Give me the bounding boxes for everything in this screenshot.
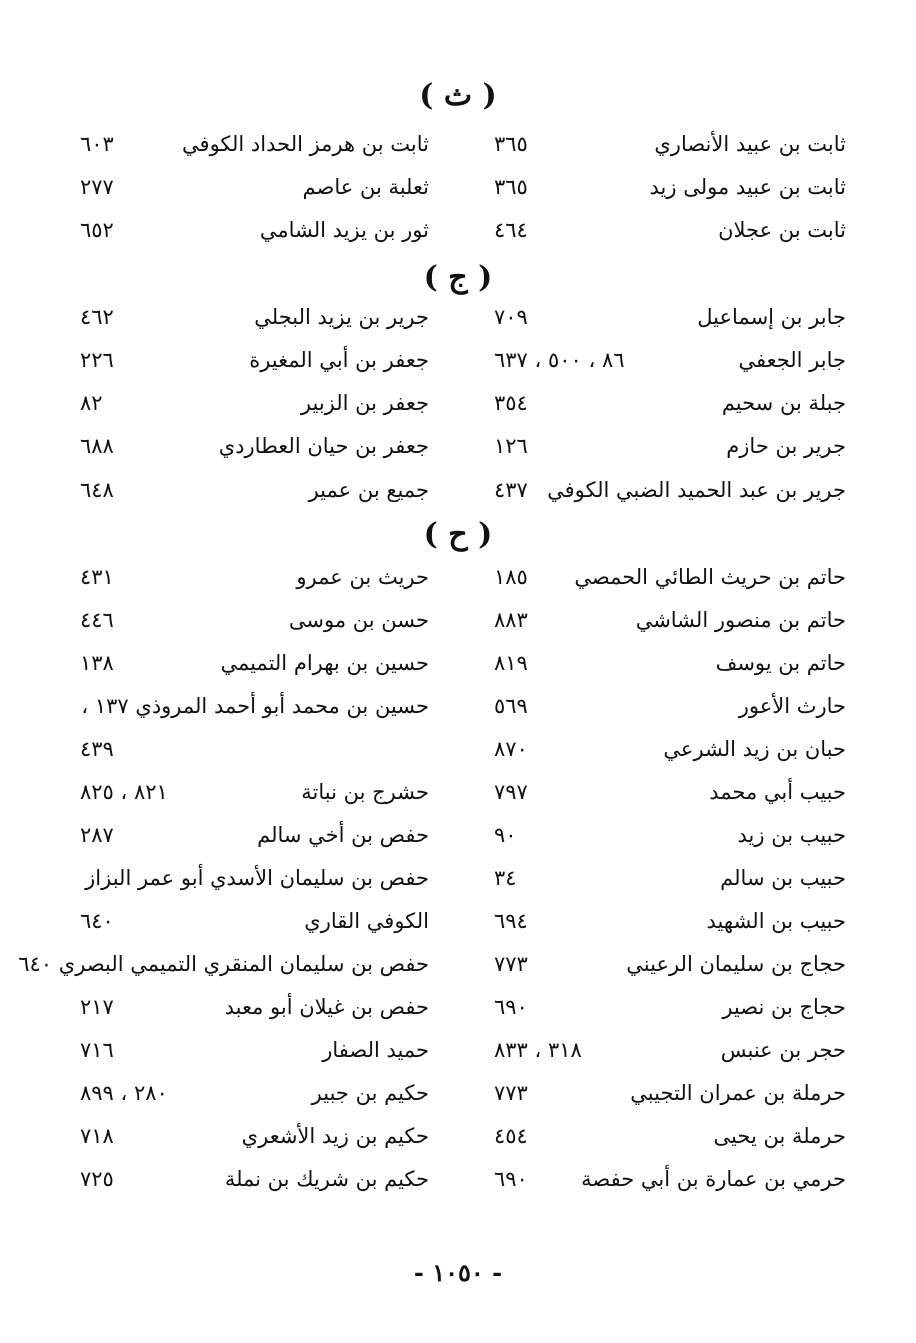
entry-pages: ٣٦٥ <box>494 132 528 156</box>
entry-pages: ٤٤٦ <box>80 608 114 632</box>
entry-name: جرير بن حازم <box>726 434 846 458</box>
index-row <box>0 170 916 204</box>
entry-pages: ٦٩٠ <box>494 1167 528 1191</box>
entry-name: جعفر بن الزبير <box>300 391 429 415</box>
index-row <box>0 429 916 463</box>
entry-pages: ٧٧٣ <box>494 1081 528 1105</box>
entry-name: الكوفي القاري <box>304 909 429 933</box>
entry-name: حرملة بن يحيى <box>713 1124 846 1148</box>
entry-name: حفص بن غيلان أبو معبد <box>224 995 429 1019</box>
entry-pages: ١٢٦ <box>494 434 528 458</box>
entry-pages: ٣٤ <box>494 866 517 890</box>
entry-name: ثابت بن عبيد مولى زيد <box>649 175 846 199</box>
entry-name: حجر بن عنبس <box>720 1038 846 1062</box>
index-row <box>0 904 916 938</box>
entry-pages: ٤٣٩ <box>80 737 114 761</box>
index-row <box>0 603 916 637</box>
entry-name: حبيب بن زيد <box>737 823 846 847</box>
entry-name: جميع بن عمير <box>308 478 429 502</box>
index-row <box>0 1162 916 1196</box>
entry-name: جعفر بن أبي المغيرة <box>249 348 429 372</box>
index-row <box>0 861 916 895</box>
entry-pages: ٤٣١ <box>80 565 114 589</box>
index-row <box>0 818 916 852</box>
entry-name: حبان بن زيد الشرعي <box>663 737 846 761</box>
entry-name: حجاج بن نصير <box>722 995 846 1019</box>
entry-name: حاتم بن منصور الشاشي <box>635 608 846 632</box>
entry-name: حجاج بن سليمان الرعيني <box>626 952 846 976</box>
entry-name: حريث بن عمرو <box>296 565 429 589</box>
entry-name: حسين بن بهرام التميمي <box>220 651 429 675</box>
entry-pages: ٣٥٤ <box>494 391 528 415</box>
entry-name: جرير بن يزيد البجلي <box>254 305 429 329</box>
entry-pages: ٧٠٩ <box>494 305 528 329</box>
entry-pages: ٢١٧ <box>80 995 114 1019</box>
entry-pages: ٦٥٢ <box>80 218 114 242</box>
entry-pages: ٢٨٠ ، ٨٩٩ <box>80 1081 168 1105</box>
index-row <box>0 775 916 809</box>
entry-pages: ٨٧٠ <box>494 737 528 761</box>
entry-name: حكيم بن شريك بن نملة <box>224 1167 429 1191</box>
entry-name: حبيب بن الشهيد <box>706 909 846 933</box>
index-row <box>0 1033 916 1067</box>
entry-name: حسين بن محمد أبو أحمد المروذي ١٣٧ ، <box>81 694 429 718</box>
index-row <box>0 1119 916 1153</box>
section-heading-jim: ( ج ) <box>423 260 493 295</box>
entry-name: حشرج بن نباتة <box>301 780 429 804</box>
entry-pages: ٤٥٤ <box>494 1124 528 1148</box>
entry-pages: ٤٣٧ <box>494 478 528 502</box>
entry-pages: ٣٦٥ <box>494 175 528 199</box>
entry-pages: ١٨٥ <box>494 565 528 589</box>
entry-pages: ٧١٦ <box>80 1038 114 1062</box>
entry-pages: ٨٢١ ، ٨٢٥ <box>80 780 168 804</box>
entry-pages: ٧٧٣ <box>494 952 528 976</box>
entry-pages: ٦٨٨ <box>80 434 114 458</box>
entry-pages: ٨٢ <box>80 391 103 415</box>
index-row <box>0 947 916 981</box>
entry-name: حرملة بن عمران التجيبي <box>630 1081 846 1105</box>
entry-name: جابر بن إسماعيل <box>697 305 846 329</box>
entry-pages: ٨١٩ <box>494 651 528 675</box>
index-row <box>0 1076 916 1110</box>
entry-pages: ٦٩٤ <box>494 909 528 933</box>
entry-pages: ٣١٨ ، ٨٣٣ <box>494 1038 582 1062</box>
entry-name: حبيب أبي محمد <box>709 780 846 804</box>
index-row <box>0 213 916 247</box>
entry-pages: ٨٦ ، ٥٠٠ ، ٦٣٧ <box>494 348 625 372</box>
index-row <box>0 127 916 161</box>
entry-pages: ٦٠٣ <box>80 132 114 156</box>
index-row <box>0 560 916 594</box>
entry-pages: ٦٤٠ <box>80 909 114 933</box>
entry-name: ثابت بن عجلان <box>718 218 846 242</box>
entry-name: ثابت بن هرمز الحداد الكوفي <box>182 132 429 156</box>
entry-pages: ٩٠ <box>494 823 517 847</box>
index-row <box>0 990 916 1024</box>
index-row <box>0 473 916 507</box>
entry-pages: ٢٢٦ <box>80 348 114 372</box>
entry-name: حفص بن سليمان المنقري التميمي البصري ٦٤٠ <box>18 952 429 976</box>
entry-pages: ٨٨٣ <box>494 608 528 632</box>
entry-name: جابر الجعفي <box>738 348 846 372</box>
entry-pages: ٤٦٢ <box>80 305 114 329</box>
entry-name: حبيب بن سالم <box>720 866 846 890</box>
index-row <box>0 300 916 334</box>
index-row <box>0 343 916 377</box>
entry-name: حاتم بن حريث الطائي الحمصي <box>574 565 846 589</box>
entry-pages: ٢٨٧ <box>80 823 114 847</box>
entry-name: حرمي بن عمارة بن أبي حفصة <box>581 1167 846 1191</box>
entry-name: حكيم بن زيد الأشعري <box>241 1124 429 1148</box>
entry-pages: ٤٦٤ <box>494 218 528 242</box>
index-row <box>0 386 916 420</box>
entry-pages: ٧١٨ <box>80 1124 114 1148</box>
entry-pages: ٦٤٨ <box>80 478 114 502</box>
entry-name: حاتم بن يوسف <box>715 651 846 675</box>
entry-name: جعفر بن حيان العطاردي <box>218 434 429 458</box>
entry-name: ثور بن يزيد الشامي <box>259 218 429 242</box>
entry-name: حميد الصفار <box>322 1038 429 1062</box>
entry-name: حسن بن موسى <box>288 608 429 632</box>
index-row <box>0 646 916 680</box>
entry-name: ثابت بن عبيد الأنصاري <box>654 132 846 156</box>
entry-name: جبلة بن سحيم <box>721 391 846 415</box>
entry-name: حارث الأعور <box>738 694 846 718</box>
entry-pages: ٥٦٩ <box>494 694 528 718</box>
page-number: - ١٠٥٠ - <box>413 1258 503 1287</box>
section-heading-tha: ( ث ) <box>419 78 497 113</box>
entry-pages: ٧٢٥ <box>80 1167 114 1191</box>
entry-pages: ٦٩٠ <box>494 995 528 1019</box>
entry-pages: ٧٩٧ <box>494 780 528 804</box>
entry-pages: ٢٧٧ <box>80 175 114 199</box>
entry-name: جرير بن عبد الحميد الضبي الكوفي <box>547 478 846 502</box>
entry-name: حفص بن سليمان الأسدي أبو عمر البزاز <box>85 866 429 890</box>
entry-name: ثعلبة بن عاصم <box>302 175 429 199</box>
entry-pages: ١٣٨ <box>80 651 114 675</box>
entry-name: حفص بن أخي سالم <box>257 823 429 847</box>
index-row <box>0 732 916 766</box>
entry-name: حكيم بن جبير <box>311 1081 429 1105</box>
index-row <box>0 689 916 723</box>
section-heading-ha: ( ح ) <box>423 517 493 552</box>
